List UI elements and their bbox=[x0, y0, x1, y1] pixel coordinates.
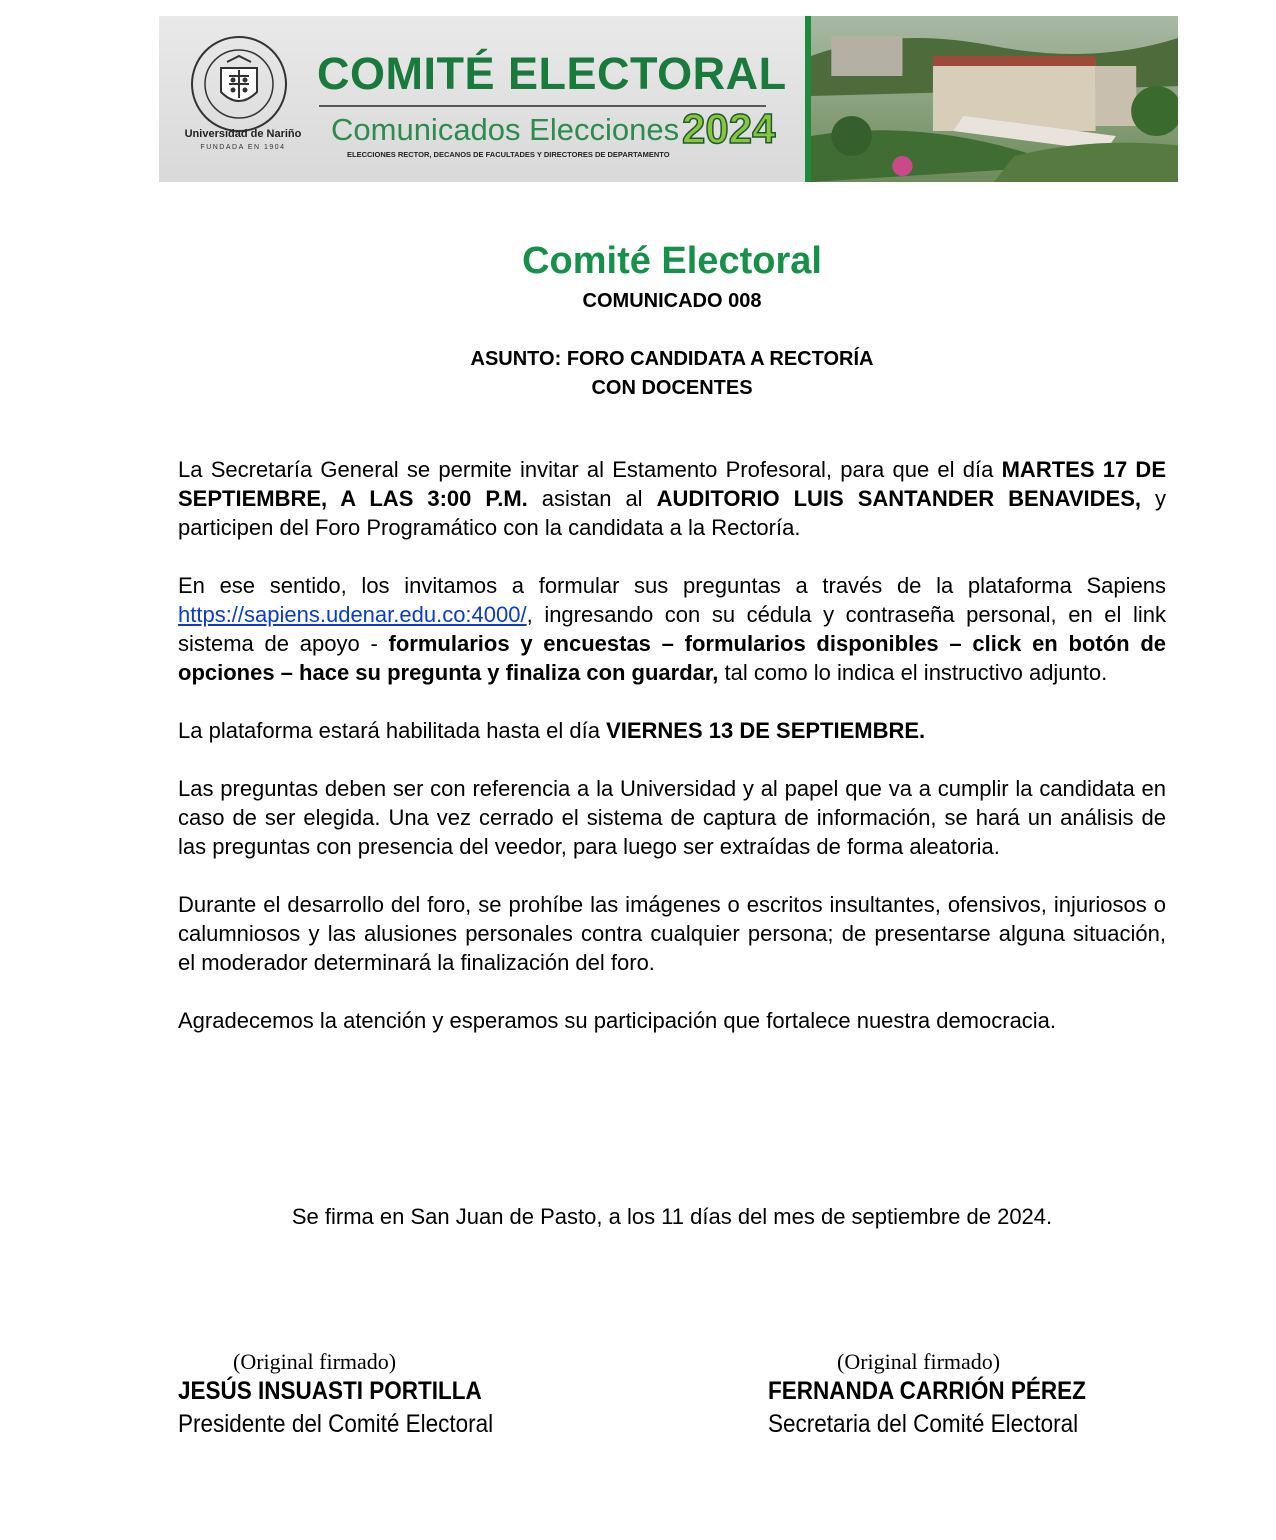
subject-line: ASUNTO: FORO CANDIDATA A RECTORÍA bbox=[470, 348, 874, 370]
banner-title: COMITÉ ELECTORAL bbox=[317, 48, 787, 99]
communique-number: COMUNICADO 008 bbox=[582, 290, 762, 312]
paragraph-invitation bbox=[178, 455, 1166, 542]
instructions-steps: formularios y encuestas – formularios disponibles – click en botón de opciones – hace su pregunta y finaliza con guardar, bbox=[178, 631, 1167, 685]
paragraph-questions: Las preguntas deben ser con referencia a la Universidad y al papel que va a cumplir la candidata en caso de ser elegida. Una vez cerrado el sistema de captura de información, se hará un análisis de las preguntas con presencia del veedor, para luego ser extraídas de forma aleatoria. bbox=[178, 776, 1166, 859]
signatory-name: JESÚS INSUASTI PORTILLA bbox=[178, 1377, 482, 1405]
paragraph-deadline bbox=[178, 716, 1166, 745]
closing-statement: Se firma en San Juan de Pasto, a los 11 días del mes de septiembre de 2024. bbox=[291, 1204, 1053, 1229]
university-seal-icon bbox=[189, 34, 289, 134]
campus-photo bbox=[805, 16, 1178, 182]
text-span: y participen del Foro Programático con la candidata a la Rectoría. bbox=[178, 486, 1166, 540]
university-name: Universidad de Nariño bbox=[184, 128, 302, 140]
deadline-date: VIERNES 13 DE SEPTIEMBRE. bbox=[606, 718, 926, 743]
paragraph-instructions bbox=[178, 571, 1166, 687]
paragraph-rules: Durante el desarrollo del foro, se prohíbe las imágenes o escritos insultantes, ofensivos, injuriosos o calumniosos y las alusiones personales contra cualquier persona; de presentarse alguna situación, el moderador determinará la finalización del foro. bbox=[178, 892, 1166, 975]
event-venue: AUDITORIO LUIS SANTANDER BENAVIDES, bbox=[656, 486, 1141, 511]
paragraph-thanks: Agradecemos la atención y esperamos su participación que fortalece nuestra democracia. bbox=[178, 1008, 1057, 1033]
university-founded: FUNDADA EN 1904 bbox=[200, 144, 286, 151]
signatory-name: FERNANDA CARRIÓN PÉREZ bbox=[768, 1377, 1086, 1405]
sapiens-link[interactable]: https://sapiens.udenar.edu.co:4000/ bbox=[178, 602, 527, 627]
subject-line: CON DOCENTES bbox=[591, 377, 753, 399]
subject-heading bbox=[0, 345, 1276, 403]
header-banner bbox=[159, 16, 1178, 182]
text-span: , ingresando con su cédula y contraseña personal, en el link sistema de apoyo - bbox=[178, 602, 1166, 656]
text-span: En ese sentido, los invitamos a formular sus preguntas a través de la plataforma Sapiens bbox=[178, 573, 1166, 598]
banner-year: 2024 bbox=[682, 105, 776, 152]
event-datetime: MARTES 17 DE SEPTIEMBRE, A LAS 3:00 P.M. bbox=[178, 457, 1166, 511]
original-signed-note: (Original firmado) bbox=[837, 1349, 1001, 1374]
text-span: asistan al bbox=[527, 486, 657, 511]
text-span: La plataforma estará habilitada hasta el día bbox=[178, 718, 607, 743]
signatory-role: Secretaria del Comité Electoral bbox=[768, 1410, 1079, 1438]
banner-subtitle: Comunicados Elecciones bbox=[331, 112, 680, 147]
document-body bbox=[178, 455, 1166, 1064]
page-title: Comité Electoral bbox=[522, 240, 822, 282]
banner-note: ELECCIONES RECTOR, DECANOS DE FACULTADES Y DIRECTORES DE DEPARTAMENTO bbox=[347, 150, 670, 159]
signatory-role: Presidente del Comité Electoral bbox=[178, 1410, 494, 1438]
text-span: La Secretaría General se permite invitar al Estamento Profesoral, para que el día bbox=[178, 457, 1002, 482]
text-span: tal como lo indica el instructivo adjunto. bbox=[718, 660, 1108, 685]
original-signed-note: (Original firmado) bbox=[233, 1349, 397, 1374]
